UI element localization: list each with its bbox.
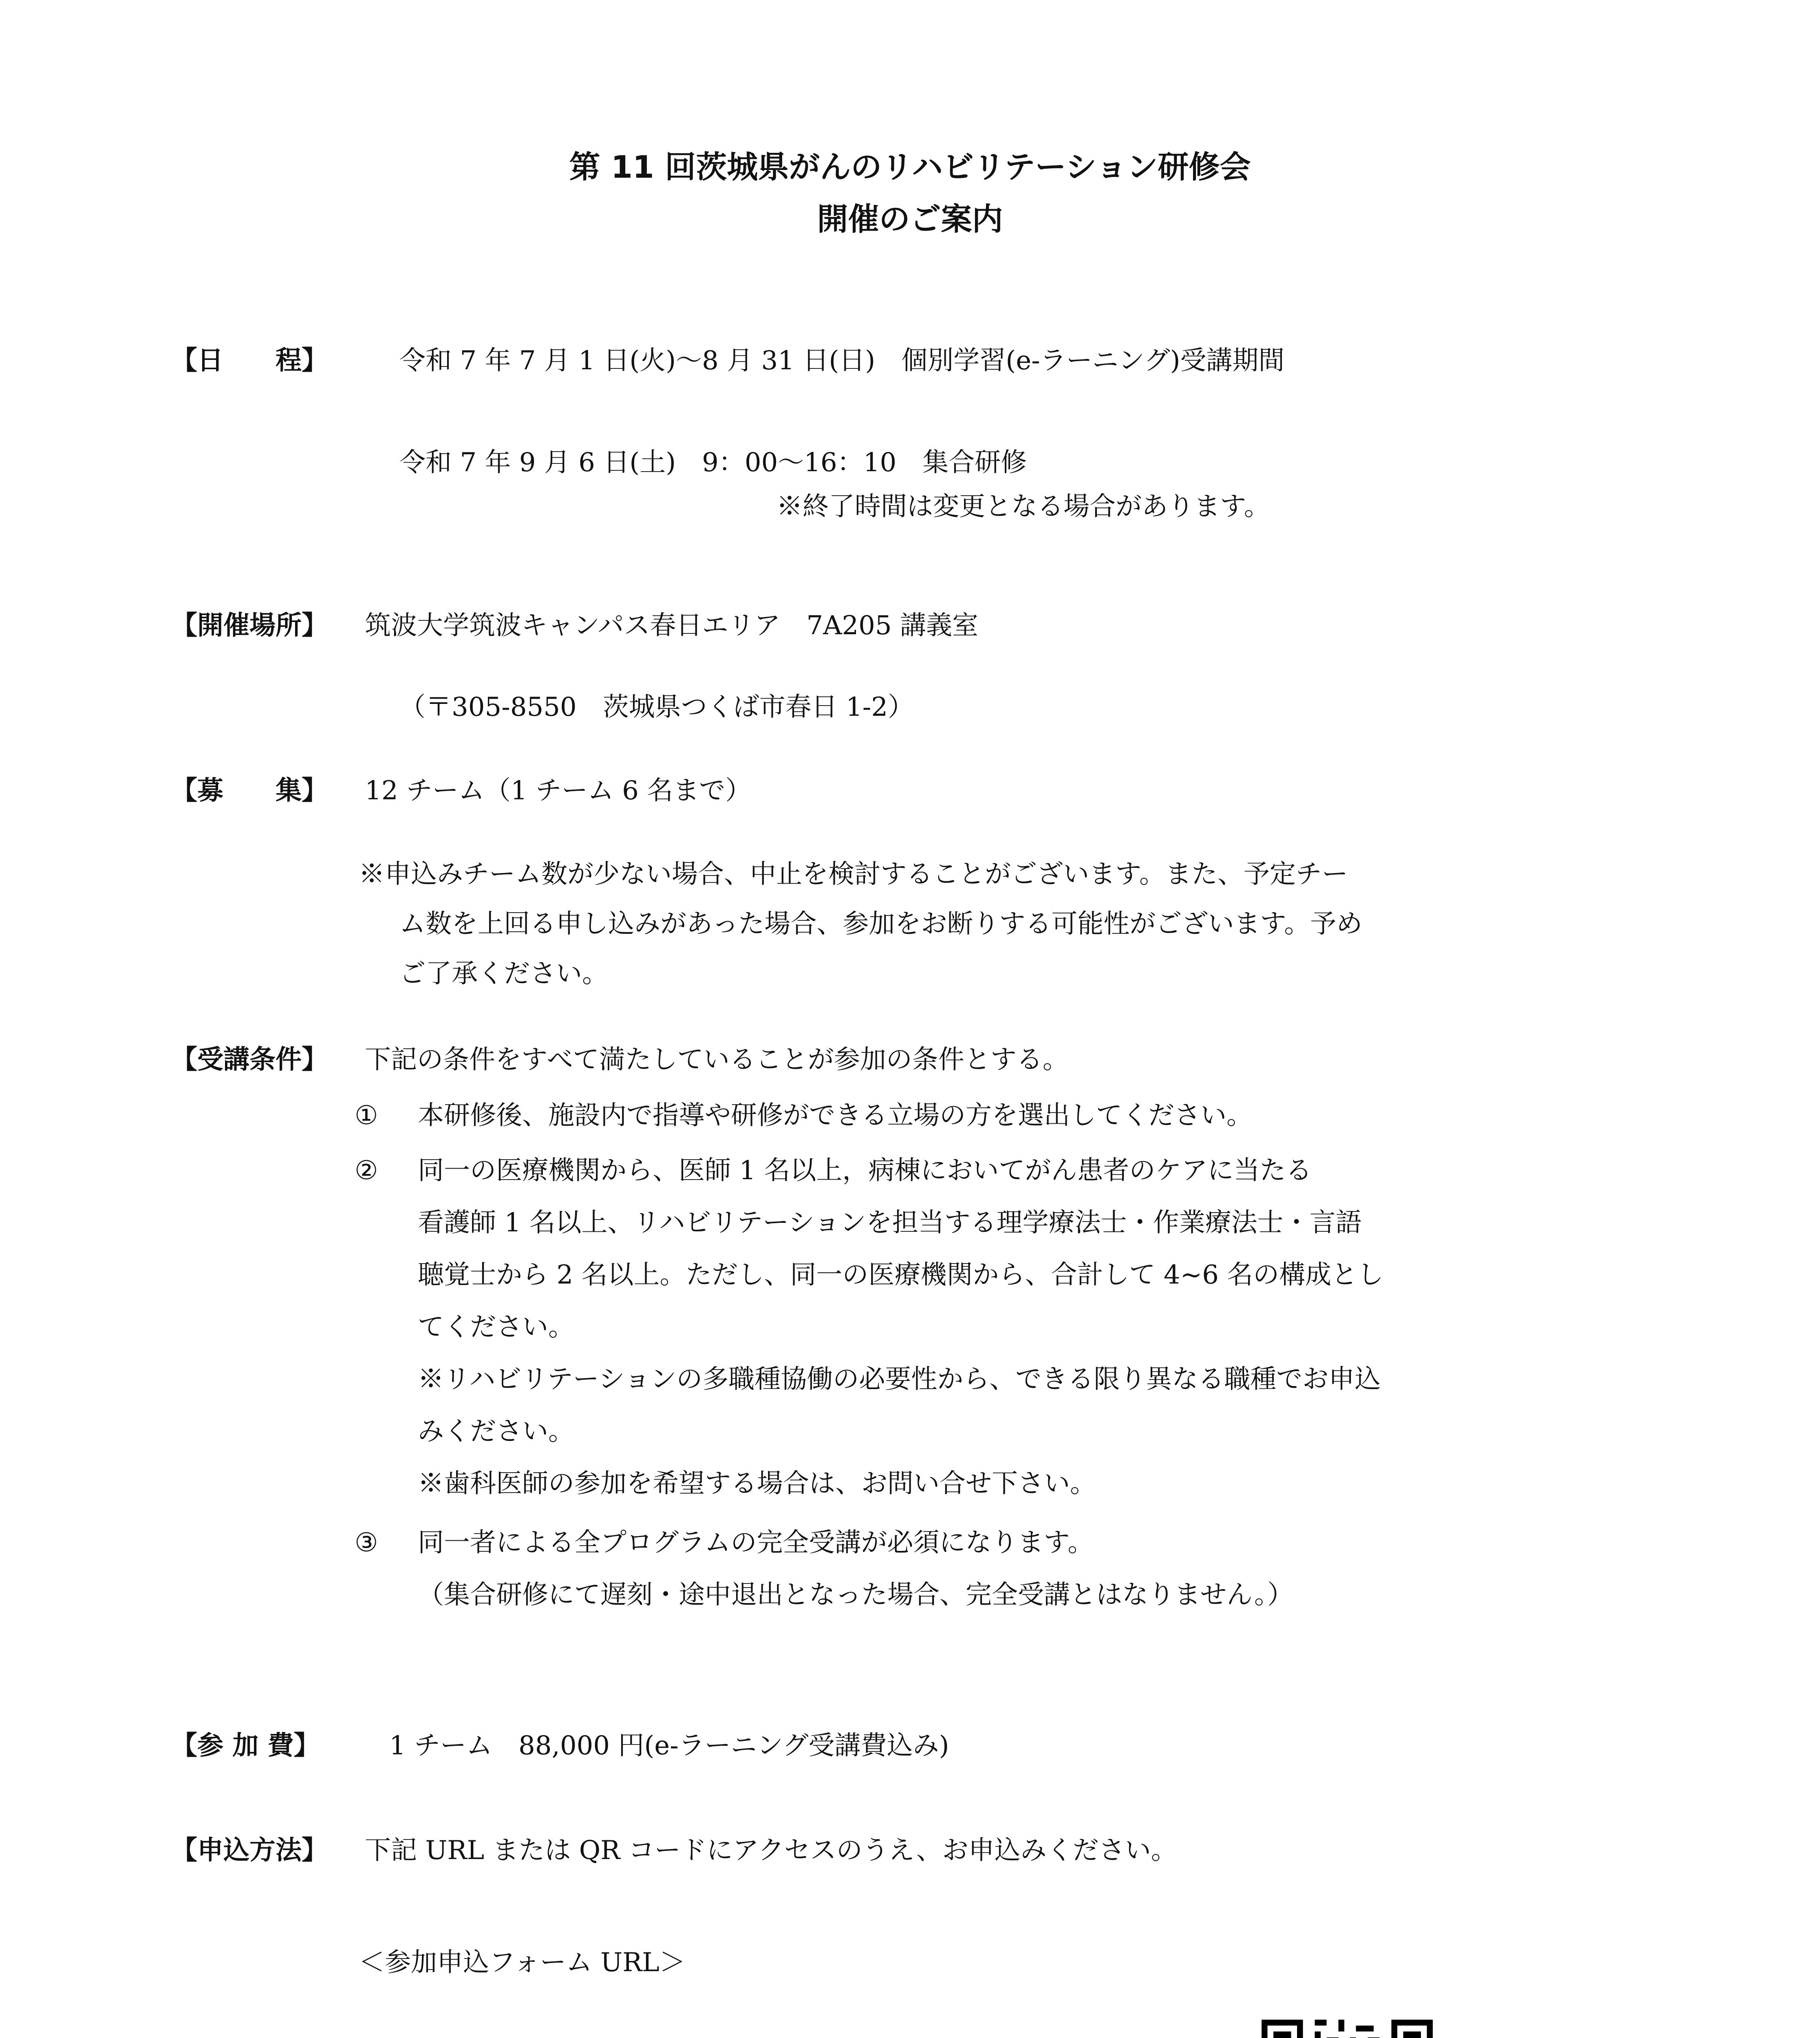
title-line-2: 開催のご案内 xyxy=(817,201,1003,237)
condition-1-marker: ① xyxy=(355,1101,378,1131)
conditions-intro: 下記の条件をすべて満たしていることが参加の条件とする。 xyxy=(365,1045,1069,1075)
conditions-label: 【受講条件】 xyxy=(171,1045,328,1075)
recruit-label: 【募 集】 xyxy=(171,776,328,806)
recruit-note-line-2: ム数を上回る申し込みがあった場合、参加をお断りする可能性がございます。予め xyxy=(399,909,1363,939)
condition-2-marker: ② xyxy=(355,1156,378,1186)
schedule-line-1: 令和 7 年 7 月 1 日(火)～8 月 31 日(日) 個別学習(e-ラーニング)受講期間 xyxy=(399,346,1285,376)
apply-label: 【申込方法】 xyxy=(171,1835,328,1866)
condition-1-text: 本研修後、施設内で指導や研修ができる立場の方を選出してください。 xyxy=(418,1101,1253,1131)
condition-3-marker: ③ xyxy=(355,1528,378,1558)
qr-code-image[interactable] xyxy=(1262,2020,1433,2038)
venue-label: 【開催場所】 xyxy=(171,611,328,641)
condition-2-line-2: 看護師 1 名以上、リハビリテーションを担当する理学療法士・作業療法士・言語 xyxy=(418,1208,1362,1238)
venue-address: （〒305-8550 茨城県つくば市春日 1-2） xyxy=(399,692,914,722)
schedule-label: 【日 程】 xyxy=(171,346,328,376)
condition-2-line-4: てください。 xyxy=(418,1312,574,1342)
condition-3-line-2: （集合研修にて遅刻・途中退出となった場合、完全受講とはなりません。） xyxy=(418,1580,1293,1610)
title-line-1: 第 11 回茨城県がんのリハビリテーション研修会 xyxy=(569,149,1251,185)
venue-name: 筑波大学筑波キャンパス春日エリア 7A205 講義室 xyxy=(365,611,978,641)
fee-value: 1 チーム 88,000 円(e-ラーニング受講費込み) xyxy=(389,1731,949,1761)
form-url-heading: ＜参加申込フォーム URL＞ xyxy=(359,1948,686,1978)
apply-value: 下記 URL または QR コードにアクセスのうえ、お申込みください。 xyxy=(365,1835,1177,1866)
recruit-value: 12 チーム（1 チーム 6 名まで） xyxy=(365,776,752,806)
fee-label: 【参 加 費】 xyxy=(171,1731,320,1761)
recruit-note-line-1: ※申込みチーム数が少ない場合、中止を検討することがございます。また、予定チー xyxy=(359,859,1348,889)
condition-3-line-1: 同一者による全プログラムの完全受講が必須になります。 xyxy=(418,1528,1094,1558)
schedule-line-2: 令和 7 年 9 月 6 日(土) 9：00～16：10 集合研修 xyxy=(399,448,1027,478)
condition-2-line-3: 聴覚士から 2 名以上。ただし、同一の医療機関から、合計して 4~6 名の構成とし xyxy=(418,1260,1384,1290)
condition-2-line-7: ※歯科医師の参加を希望する場合は、お問い合せ下さい。 xyxy=(418,1469,1096,1499)
recruit-note-line-3: ご了承ください。 xyxy=(399,959,608,989)
schedule-note: ※終了時間は変更となる場合があります。 xyxy=(777,492,1270,522)
condition-2-line-1: 同一の医療機関から、医師 1 名以上，病棟においてがん患者のケアに当たる xyxy=(418,1156,1312,1186)
condition-2-line-6: みください。 xyxy=(418,1416,574,1447)
condition-2-line-5: ※リハビリテーションの多職種協働の必要性から、できる限り異なる職種でお申込 xyxy=(418,1364,1381,1394)
